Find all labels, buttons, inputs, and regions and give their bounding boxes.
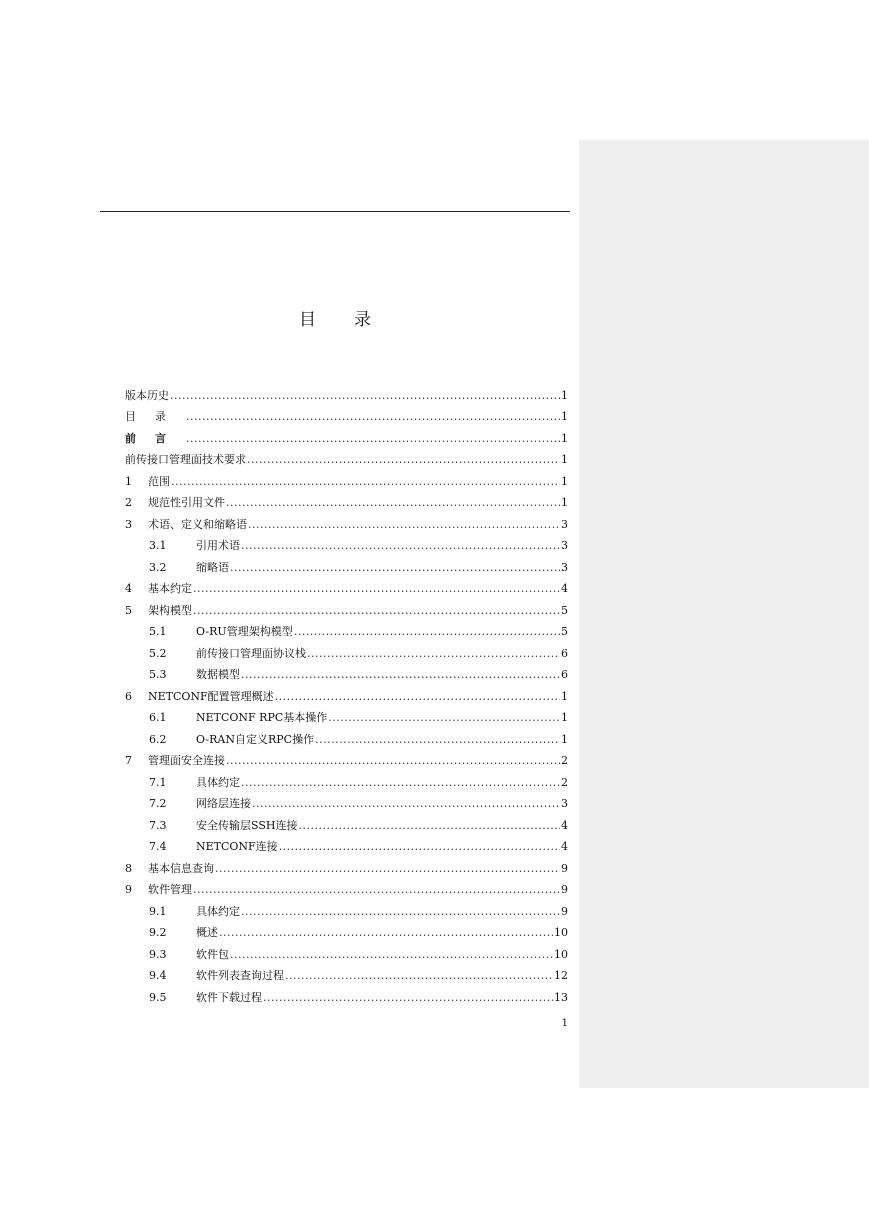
toc-entry[interactable]: [125, 729, 568, 751]
toc-entry-page: 6: [561, 668, 568, 682]
toc-entry-number: 6.1: [149, 711, 167, 725]
toc-entry-number: 9.2: [149, 926, 167, 940]
toc-list: [125, 385, 568, 1009]
toc-entry-number: 9: [125, 883, 132, 897]
toc-entry-label: 软件列表查询过程: [196, 969, 284, 983]
toc-dot-leader: [241, 905, 560, 919]
toc-dot-leader: [171, 475, 560, 489]
toc-entry-page: 1: [561, 732, 568, 746]
comment-pane: [579, 140, 869, 1088]
toc-entry-page: 2: [561, 775, 568, 789]
toc-dot-leader: [226, 754, 560, 768]
toc-entry-page: 10: [554, 947, 568, 961]
toc-dot-leader: [263, 991, 553, 1005]
toc-entry[interactable]: [125, 622, 568, 644]
toc-dot-leader: [252, 797, 560, 811]
toc-entry[interactable]: [125, 385, 568, 407]
toc-entry-page: 1: [561, 453, 568, 467]
toc-dot-leader: [241, 539, 560, 553]
toc-dot-leader: [279, 840, 560, 854]
toc-entry-number: 3: [125, 517, 132, 531]
toc-entry[interactable]: [125, 708, 568, 730]
toc-entry-number: 7: [125, 754, 132, 768]
toc-entry-label: 术语、定义和缩略语: [148, 517, 247, 531]
toc-entry-number: 9.3: [149, 947, 167, 961]
toc-entry-number: 9.5: [149, 990, 167, 1004]
toc-entry[interactable]: [125, 966, 568, 988]
toc-dot-leader: [247, 453, 560, 467]
toc-entry-page: 6: [561, 646, 568, 660]
toc-entry-number: 3.1: [149, 539, 167, 553]
toc-dot-leader: [298, 819, 560, 833]
toc-entry-page: 9: [561, 861, 568, 875]
toc-entry-page: 1: [561, 431, 568, 445]
toc-entry[interactable]: [125, 751, 568, 773]
toc-dot-leader: [294, 625, 560, 639]
toc-entry-label: 版本历史: [125, 388, 169, 402]
toc-entry-number: 7.1: [149, 775, 167, 789]
toc-entry-label: 基本信息查询: [148, 861, 214, 875]
toc-dot-leader: [285, 969, 553, 983]
toc-dot-leader: [241, 668, 560, 682]
toc-entry-number: 5.3: [149, 668, 167, 682]
toc-entry[interactable]: [125, 794, 568, 816]
toc-entry-number: 6.2: [149, 732, 167, 746]
toc-dot-leader: [193, 604, 560, 618]
toc-entry-page: 9: [561, 883, 568, 897]
toc-entry-label: 数据模型: [196, 668, 240, 682]
toc-title: [100, 309, 570, 331]
toc-entry-page: 1: [561, 496, 568, 510]
toc-entry[interactable]: [125, 987, 568, 1009]
toc-entry-page: 3: [561, 539, 568, 553]
toc-entry-number: 7.2: [149, 797, 167, 811]
toc-entry-page: 3: [561, 560, 568, 574]
toc-entry-page: 1: [561, 388, 568, 402]
toc-entry[interactable]: [125, 858, 568, 880]
toc-dot-leader: [315, 733, 560, 747]
toc-entry-number: 4: [125, 582, 132, 596]
toc-entry-page: 1: [561, 689, 568, 703]
toc-entry-label: 缩略语: [196, 560, 229, 574]
header-rule: [100, 211, 570, 212]
toc-dot-leader: [215, 862, 560, 876]
toc-entry-label: NETCONF配置管理概述: [148, 689, 274, 703]
toc-entry-page: 9: [561, 904, 568, 918]
toc-entry[interactable]: [125, 880, 568, 902]
toc-entry-page: 3: [561, 517, 568, 531]
toc-entry[interactable]: [125, 643, 568, 665]
toc-entry-page: 1: [561, 711, 568, 725]
toc-entry-page: 13: [554, 990, 568, 1004]
toc-entry-number: 6: [125, 689, 132, 703]
toc-entry-label: 前传接口管理面协议栈: [196, 646, 306, 660]
toc-entry-label: 软件管理: [148, 883, 192, 897]
toc-entry-label: NETCONF连接: [196, 840, 278, 854]
toc-dot-leader: [170, 389, 560, 403]
toc-dot-leader: [186, 432, 560, 446]
toc-entry-page: 4: [561, 582, 568, 596]
toc-entry-label: 软件包: [196, 947, 229, 961]
toc-entry[interactable]: [125, 944, 568, 966]
toc-entry[interactable]: [125, 600, 568, 622]
toc-entry[interactable]: [125, 557, 568, 579]
toc-entry-label: 引用术语: [196, 539, 240, 553]
toc-entry-number: 7.3: [149, 818, 167, 832]
toc-entry[interactable]: [125, 450, 568, 472]
toc-entry[interactable]: [125, 772, 568, 794]
toc-entry[interactable]: [125, 514, 568, 536]
toc-dot-leader: [186, 410, 560, 424]
toc-entry-number: 3.2: [149, 560, 167, 574]
toc-dot-leader: [193, 883, 560, 897]
toc-dot-leader: [328, 711, 560, 725]
toc-entry-number: 9.1: [149, 904, 167, 918]
toc-entry-number: 1: [125, 474, 132, 488]
toc-entry-page: 10: [554, 926, 568, 940]
toc-dot-leader: [248, 518, 560, 532]
page-number: 1: [561, 1018, 568, 1029]
toc-entry[interactable]: [125, 407, 568, 429]
toc-entry-number: 5: [125, 603, 132, 617]
toc-title-first: 目: [299, 310, 316, 330]
toc-dot-leader: [230, 948, 553, 962]
toc-entry-label: 安全传输层SSH连接: [196, 818, 298, 832]
toc-dot-leader: [226, 496, 560, 510]
toc-entry-number: 9.4: [149, 969, 167, 983]
toc-entry-page: 3: [561, 797, 568, 811]
toc-entry-label: 前传接口管理面技术要求: [125, 453, 246, 467]
toc-entry[interactable]: [125, 428, 568, 450]
toc-entry[interactable]: [125, 923, 568, 945]
toc-entry-number: 5.1: [149, 625, 167, 639]
toc-entry-label: 前言: [125, 431, 185, 445]
toc-entry-label: 网络层连接: [196, 797, 251, 811]
toc-entry[interactable]: [125, 901, 568, 923]
toc-entry-number: 2: [125, 496, 132, 510]
toc-entry-label: 具体约定: [196, 904, 240, 918]
toc-entry[interactable]: [125, 471, 568, 493]
toc-dot-leader: [307, 647, 560, 661]
toc-entry-label: 目录: [125, 410, 185, 424]
toc-dot-leader: [241, 776, 560, 790]
toc-entry-page: 2: [561, 754, 568, 768]
toc-entry-label: 范围: [148, 474, 170, 488]
toc-entry-label: 概述: [196, 926, 218, 940]
toc-entry-number: 5.2: [149, 646, 167, 660]
toc-entry-page: 4: [561, 818, 568, 832]
toc-entry[interactable]: [125, 686, 568, 708]
toc-entry-number: 7.4: [149, 840, 167, 854]
toc-entry-page: 12: [554, 969, 568, 983]
toc-entry-page: 5: [561, 603, 568, 617]
toc-entry[interactable]: [125, 579, 568, 601]
toc-entry-label: 软件下载过程: [196, 990, 262, 1004]
toc-entry-label: 具体约定: [196, 775, 240, 789]
toc-dot-leader: [275, 690, 560, 704]
toc-entry[interactable]: [125, 493, 568, 515]
toc-entry-label: O-RU管理架构模型: [196, 625, 293, 639]
toc-entry[interactable]: [125, 837, 568, 859]
toc-title-second: 录: [354, 310, 371, 330]
toc-entry-page: 5: [561, 625, 568, 639]
toc-entry-label: NETCONF RPC基本操作: [196, 711, 328, 725]
toc-entry[interactable]: [125, 536, 568, 558]
toc-entry-label: 架构模型: [148, 603, 192, 617]
toc-entry-label: 管理面安全连接: [148, 754, 225, 768]
toc-entry-page: 1: [561, 474, 568, 488]
toc-dot-leader: [230, 561, 560, 575]
toc-entry[interactable]: [125, 815, 568, 837]
toc-dot-leader: [219, 926, 553, 940]
toc-entry-number: 8: [125, 861, 132, 875]
toc-entry[interactable]: [125, 665, 568, 687]
toc-entry-label: 规范性引用文件: [148, 496, 225, 510]
toc-entry-page: 1: [561, 410, 568, 424]
toc-dot-leader: [193, 582, 560, 596]
toc-entry-page: 4: [561, 840, 568, 854]
toc-entry-label: O-RAN自定义RPC操作: [196, 732, 315, 746]
toc-entry-label: 基本约定: [148, 582, 192, 596]
